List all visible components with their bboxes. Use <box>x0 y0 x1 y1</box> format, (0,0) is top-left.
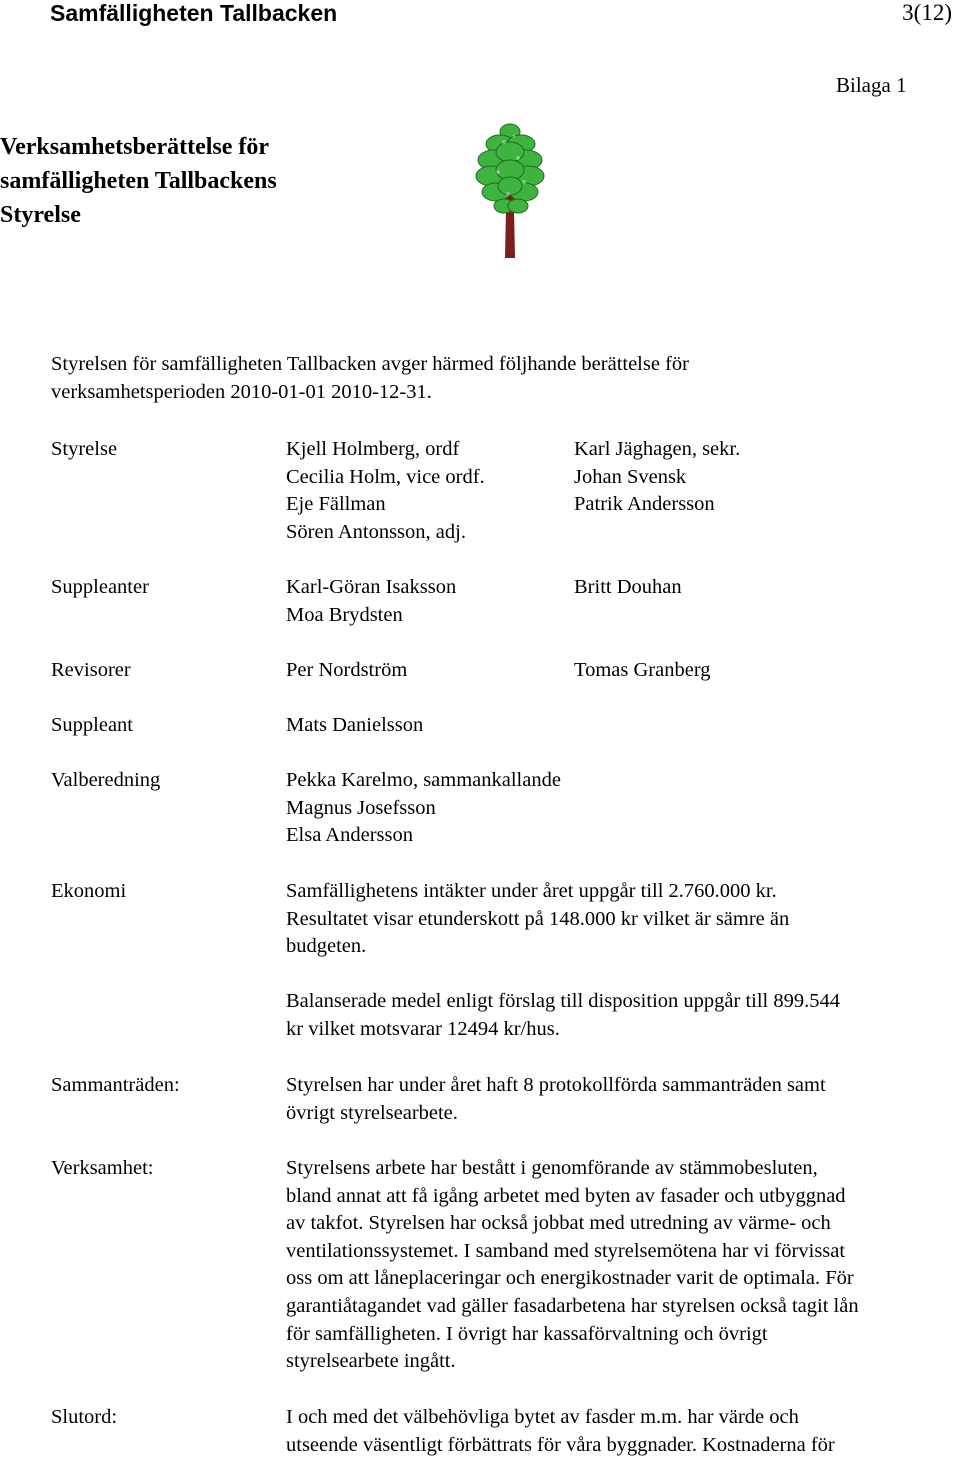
auditor-name: Tomas Granberg <box>574 659 711 681</box>
member-name: Cecilia Holm, vice ordf. <box>286 465 485 488</box>
member-name: Britt Douhan <box>574 576 682 598</box>
paragraph-line: övrigt styrelsearbete. <box>286 1101 458 1124</box>
paragraph-line: utseende väsentligt förbättrats för våra byggnader. Kostnaderna för <box>286 1433 835 1456</box>
page-number: 3(12) <box>902 0 952 25</box>
member-name: Elsa Andersson <box>286 824 413 847</box>
attachment-label: Bilaga 1 <box>836 73 907 97</box>
member-name: Kjell Holmberg, ordf <box>286 438 460 460</box>
economy-paragraph-2 <box>286 988 954 1043</box>
member-name: Sören Antonsson, adj. <box>286 520 466 543</box>
document-title-line: Styrelse <box>0 202 81 228</box>
board-members-col2 <box>574 436 740 519</box>
paragraph-line: av takfot. Styrelsen har också jobbat med utredning av värme- och <box>286 1212 831 1235</box>
paragraph-line: Resultatet visar etunderskott på 148.000 kr vilket är sämre än <box>286 907 790 930</box>
document-title-line: Verksamhetsberättelse för <box>0 134 270 160</box>
paragraph-line: bland annat att få igång arbetet med byten av fasader och utbyggnad <box>286 1184 846 1207</box>
member-name: Patrik Andersson <box>574 493 715 516</box>
member-name: Johan Svensk <box>574 465 687 488</box>
paragraph-line: för samfälligheten. I övrigt har kassaförvaltning och övrigt <box>286 1322 768 1345</box>
deputies-col1 <box>286 574 456 629</box>
activities-paragraph <box>286 1155 954 1376</box>
nomination-committee <box>286 767 561 850</box>
section-label-verksamhet: Verksamhet: <box>51 1157 154 1179</box>
member-name: Moa Brydsten <box>286 603 403 626</box>
closing-paragraph <box>286 1404 954 1459</box>
paragraph-line: ventilationssystemet. I samband med styrelsemötena har vi förvissat <box>286 1239 846 1262</box>
section-label-revisorer: Revisorer <box>51 659 131 681</box>
member-name: Pekka Karelmo, sammankallande <box>286 769 561 791</box>
section-label-styrelse: Styrelse <box>51 438 118 460</box>
paragraph-line: Balanserade medel enligt förslag till disposition uppgår till 899.544 <box>286 990 840 1012</box>
member-name: Karl-Göran Isaksson <box>286 576 457 598</box>
paragraph-line: garantiåtagandet vad gäller fasadarbetena har styrelsen också tagit lån <box>286 1294 859 1317</box>
document-title-line: samfälligheten Tallbackens <box>0 168 277 194</box>
member-name: Karl Jäghagen, sekr. <box>574 438 741 460</box>
paragraph-line: I och med det välbehövliga bytet av fasder m.m. har värde och <box>286 1406 799 1428</box>
intro-line: Styrelsen för samfälligheten Tallbacken avger härmed följhande berättelse för <box>51 353 689 375</box>
intro-line: verksamhetsperioden 2010-01-01 2010-12-31. <box>51 381 432 403</box>
deputies-col2 <box>574 574 682 602</box>
paragraph-line: Styrelsens arbete har bestått i genomförande av stämmobesluten, <box>286 1157 818 1179</box>
section-label-suppleant: Suppleant <box>51 714 133 736</box>
economy-paragraph-1 <box>286 878 954 961</box>
board-members-col1 <box>286 436 485 546</box>
intro-paragraph <box>51 350 689 406</box>
section-label-valberedning: Valberedning <box>51 769 161 791</box>
paragraph-line: styrelsearbete ingått. <box>286 1350 456 1373</box>
member-name: Magnus Josefsson <box>286 796 436 819</box>
paragraph-line: Samfällighetens intäkter under året uppgår till 2.760.000 kr. <box>286 880 777 902</box>
section-label-sammantraden: Sammanträden: <box>51 1074 180 1096</box>
header-title: Samfälligheten Tallbacken <box>50 0 338 26</box>
paragraph-line: budgeten. <box>286 935 367 958</box>
paragraph-line: kr vilket motsvarar 12494 kr/hus. <box>286 1017 560 1040</box>
section-label-ekonomi: Ekonomi <box>51 880 127 902</box>
section-label-slutord: Slutord: <box>51 1406 118 1428</box>
meetings-paragraph <box>286 1072 954 1127</box>
auditor-name: Per Nordström <box>286 659 408 681</box>
member-name: Eje Fällman <box>286 493 386 516</box>
section-label-suppleanter: Suppleanter <box>51 576 149 598</box>
pine-tree-icon <box>474 122 546 258</box>
deputy-auditor-name: Mats Danielsson <box>286 714 424 736</box>
paragraph-line: Styrelsen har under året haft 8 protokollförda sammanträden samt <box>286 1074 826 1096</box>
document-title <box>0 130 420 232</box>
paragraph-line: oss om att låneplaceringar och energikostnader varit de optimala. För <box>286 1267 854 1290</box>
